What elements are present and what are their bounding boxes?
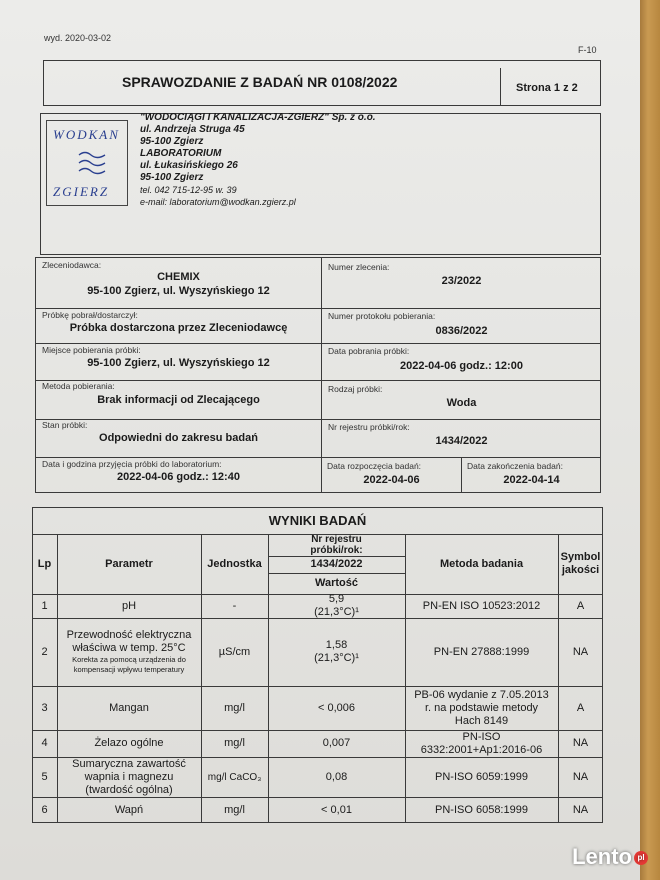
row5-symbol: NA	[572, 770, 589, 783]
state-label: Stan próbki:	[42, 420, 88, 430]
row3-symbol: A	[576, 701, 585, 714]
company-name: "WODOCIĄGI I KANALIZACJA-ZGIERZ" Sp. z o.o.	[140, 112, 376, 123]
col-value: Wartość	[315, 577, 358, 589]
col-unit: Jednostka	[207, 557, 262, 570]
report-title: SPRAWOZDANIE Z BADAŃ NR 0108/2022	[122, 74, 398, 90]
row3-unit: mg/l	[224, 701, 245, 714]
row1-value-main: 5,9	[328, 593, 345, 605]
method-value: Brak informacji od Zlecającego	[97, 394, 260, 406]
form-code: F-10	[578, 45, 597, 55]
collector-value: Próbka dostarczona przez Zleceniodawcę	[69, 322, 288, 334]
row1-param: pH	[121, 599, 137, 612]
registry-value: 1434/2022	[435, 435, 488, 447]
row6-lp: 6	[41, 803, 48, 816]
client-label: Zleceniodawca:	[42, 260, 102, 270]
row2-param-note: Korekta za pomocą urządzenia do kompensacji wpływu temperatury	[72, 655, 186, 674]
company-phone: tel. 042 715-12-95 w. 39	[140, 185, 237, 195]
row3-value: < 0,006	[317, 701, 355, 714]
place-label: Miejsce pobierania próbki:	[42, 345, 141, 355]
received-value: 2022-04-06 godz.: 12:40	[117, 471, 240, 483]
lab-name: LABORATORIUM	[140, 148, 222, 159]
row1-unit: -	[232, 599, 237, 612]
state-value: Odpowiedni do zakresu badań	[99, 432, 258, 444]
issue-date: wyd. 2020-03-02	[44, 33, 112, 43]
type-label: Rodzaj próbki:	[328, 384, 383, 394]
place-value: 95-100 Zgierz, ul. Wyszyńskiego 12	[87, 357, 270, 369]
table-surface	[640, 0, 660, 880]
row5-lp: 5	[41, 770, 48, 783]
row6-value: < 0,01	[321, 803, 352, 816]
end-label: Data zakończenia badań:	[467, 461, 563, 471]
row1-lp: 1	[41, 599, 48, 612]
lab-city: 95-100 Zgierz	[140, 172, 204, 183]
row4-symbol: NA	[572, 737, 589, 749]
row6-param: Wapń	[114, 803, 144, 816]
row2-lp: 2	[41, 645, 48, 658]
row3-param: Mangan	[109, 701, 149, 714]
row4-unit: mg/l	[224, 737, 245, 749]
row2-symbol: NA	[572, 645, 589, 658]
order-label: Numer zlecenia:	[328, 262, 390, 272]
company-city: 95-100 Zgierz	[140, 136, 204, 147]
row6-unit: mg/l	[224, 803, 245, 816]
method-label: Metoda pobierania:	[42, 381, 115, 391]
collector-label: Próbkę pobrał/dostarczył:	[42, 310, 138, 320]
protocol-label: Numer protokołu pobierania:	[328, 311, 436, 321]
company-address	[140, 112, 376, 208]
row6-symbol: NA	[572, 803, 589, 816]
lento-watermark	[572, 844, 648, 870]
col-symbol: Symbol jakości	[560, 551, 601, 576]
lab-street: ul. Łukasińskiego 26	[140, 160, 238, 171]
row1-value	[268, 594, 405, 618]
row4-lp: 4	[41, 737, 48, 749]
row3-lp: 3	[41, 701, 48, 714]
col-lp: Lp	[37, 557, 52, 570]
row3-method: PB-06 wydanie z 7.05.2013 r. na podstawie metody Hach 8149	[414, 688, 549, 727]
row6-method: PN-ISO 6058:1999	[435, 803, 528, 816]
client-address: 95-100 Zgierz, ul. Wyszyńskiego 12	[87, 285, 270, 297]
row4-method: PN-ISO 6332:2001+Ap1:2016-06	[420, 730, 543, 756]
company-street: ul. Andrzeja Struga 45	[140, 124, 245, 135]
end-value: 2022-04-14	[503, 474, 560, 486]
page-number: Strona 1 z 2	[516, 82, 578, 94]
row2-method: PN-EN 27888:1999	[433, 645, 530, 658]
results-title: WYNIKI BADAŃ	[268, 513, 367, 528]
date-value: 2022-04-06 godz.: 12:00	[400, 360, 523, 372]
row2-value-temp: (21,3°C)¹	[314, 652, 359, 664]
row1-method: PN-EN ISO 10523:2012	[422, 599, 541, 612]
row4-value: 0,007	[322, 737, 351, 749]
row5-param: Sumaryczna zawartość wapnia i magnezu (twardość ogólna)	[72, 757, 186, 796]
start-value: 2022-04-06	[363, 474, 420, 486]
row2-param	[57, 618, 201, 686]
start-label: Data rozpoczęcia badań:	[327, 461, 422, 471]
row5-unit: mg/l CaCO₃	[207, 771, 262, 783]
registry-label: Nr rejestru próbki/rok:	[328, 422, 410, 432]
logo-waves-icon	[77, 147, 107, 177]
col-method: Metoda badania	[439, 557, 524, 570]
row1-value-temp: (21,3°C)¹	[314, 606, 359, 618]
row2-value-main: 1,58	[325, 639, 348, 651]
protocol-value: 0836/2022	[435, 325, 488, 337]
client-name: CHEMIX	[157, 271, 200, 283]
received-label: Data i godzina przyjęcia próbki do laboratorium:	[42, 459, 222, 469]
row2-param-name: Przewodność elektryczna właściwa w temp. 25°C	[66, 629, 192, 654]
row1-symbol: A	[576, 599, 585, 612]
watermark-dot-icon: pl	[634, 851, 648, 865]
watermark-text: Lento	[572, 844, 632, 869]
row5-method: PN-ISO 6059:1999	[435, 770, 528, 783]
logo-bottom-text: ZGIERZ	[53, 184, 110, 199]
col-param: Parametr	[105, 557, 153, 570]
order-value: 23/2022	[441, 275, 482, 287]
date-label: Data pobrania próbki:	[328, 346, 410, 356]
company-logo	[46, 120, 128, 206]
type-value: Woda	[446, 397, 477, 409]
company-email: e-mail: laboratorium@wodkan.zgierz.pl	[140, 197, 296, 207]
col-registry: Nr rejestru próbki/rok:	[310, 534, 363, 556]
row5-value: 0,08	[325, 770, 348, 783]
row2-unit: µS/cm	[218, 645, 251, 658]
logo-top-text: WODKAN	[53, 127, 120, 142]
row2-value	[268, 618, 405, 686]
col-registry-value: 1434/2022	[310, 558, 363, 570]
row4-param: Żelazo ogólne	[94, 737, 164, 749]
